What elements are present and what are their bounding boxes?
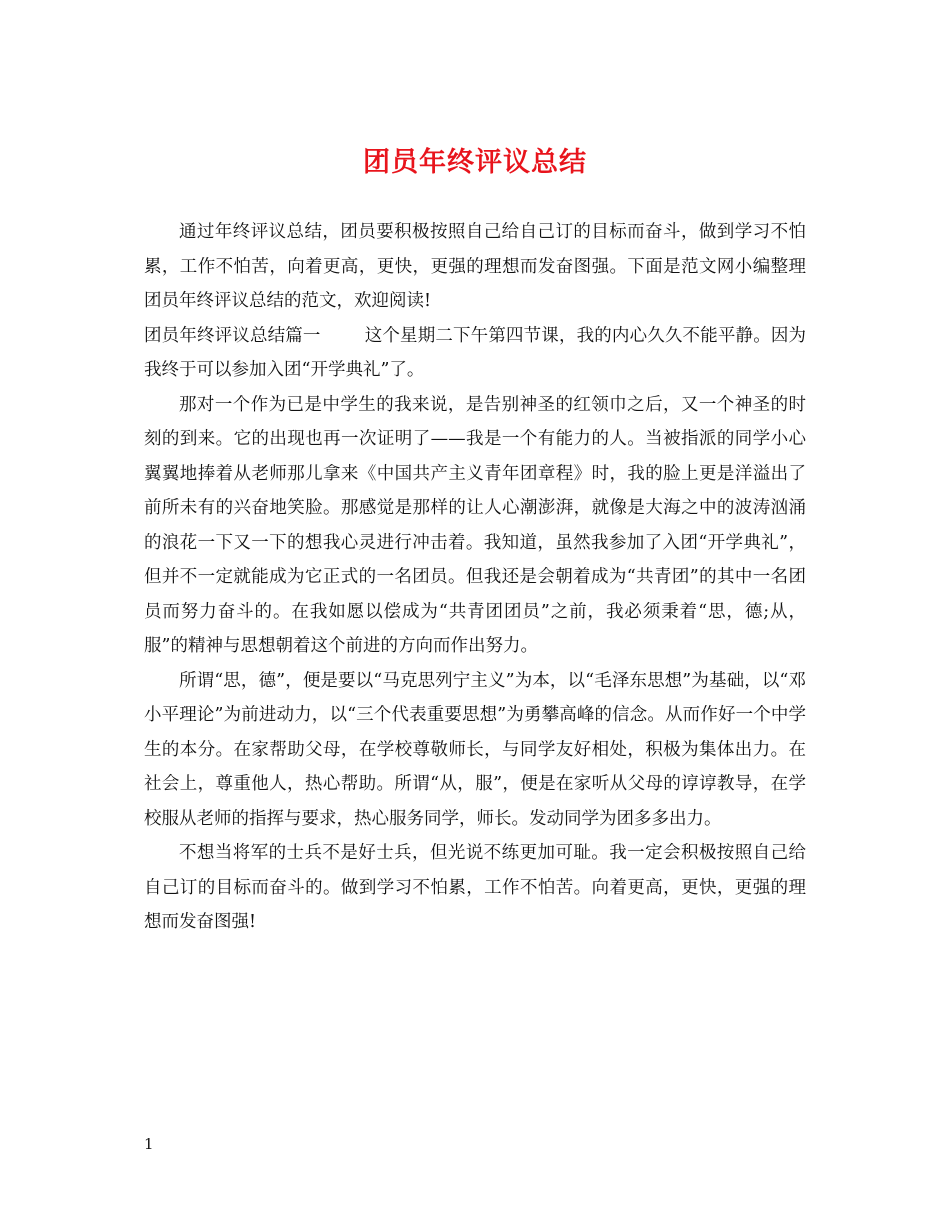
intro-paragraph: 通过年终评议总结，团员要积极按照自己给自己订的目标而奋斗，做到学习不怕累，工作不怕苦，向着更高，更快，更强的理想而发奋图强。下面是范文网小编整理团员年终评议总结的范文，欢迎阅读! xyxy=(144,222,806,311)
section-first-line: 这个星期二下午第四节课，我的内心久久不能平静。因为我终于可以参加入团“开学典礼”了。 xyxy=(144,325,807,380)
body-paragraph-3: 不想当将军的士兵不是好士兵，但光说不练更加可耻。我一定会积极按照自己给自己订的目标而奋斗的。做到学习不怕累，工作不怕苦。向着更高，更快，更强的理想而发奋图强! xyxy=(144,843,806,932)
section-paragraph xyxy=(144,319,806,388)
section-heading: 团员年终评议总结篇一 xyxy=(144,325,321,346)
body-paragraph-1: 那对一个作为已是中学生的我来说，是告别神圣的红领巾之后，又一个神圣的时刻的到来。它的出现也再一次证明了——我是一个有能力的人。当被指派的同学小心翼翼地捧着从老师那儿拿来《中国共产主义青年团章程》时，我的脸上更是洋溢出了前所未有的兴奋地笑脸。那感觉是那样的让人心潮澎湃，就像是大海之中的波涛汹涌的浪花一下又一下的想我心灵进行冲击着。我知道，虽然我参加了入团“开学典礼”，但并不一定就能成为它正式的一名团员。但我还是会朝着成为“共青团”的其中一名团员而努力奋斗的。在我如愿以偿成为“共青团团员”之前，我必须秉着“思，德;从，服”的精神与思想朝着这个前进的方向而作出努力。 xyxy=(144,394,806,656)
document-title: 团员年终评议总结 xyxy=(363,147,587,178)
page-number: 1 xyxy=(144,1135,154,1153)
document-body xyxy=(144,215,806,940)
body-paragraph-2: 所谓“思，德”，便是要以“马克思列宁主义”为本，以“毛泽东思想”为基础，以“邓小平理论”为前进动力，以“三个代表重要思想”为勇攀高峰的信念。从而作好一个中学生的本分。在家帮助父母，在学校尊敬师长，与同学友好相处，积极为集体出力。在社会上，尊重他人，热心帮助。所谓“从，服”，便是在家听从父母的谆谆教导，在学校服从老师的指挥与要求，热心服务同学，师长。发动同学为团多多出力。 xyxy=(144,670,806,829)
